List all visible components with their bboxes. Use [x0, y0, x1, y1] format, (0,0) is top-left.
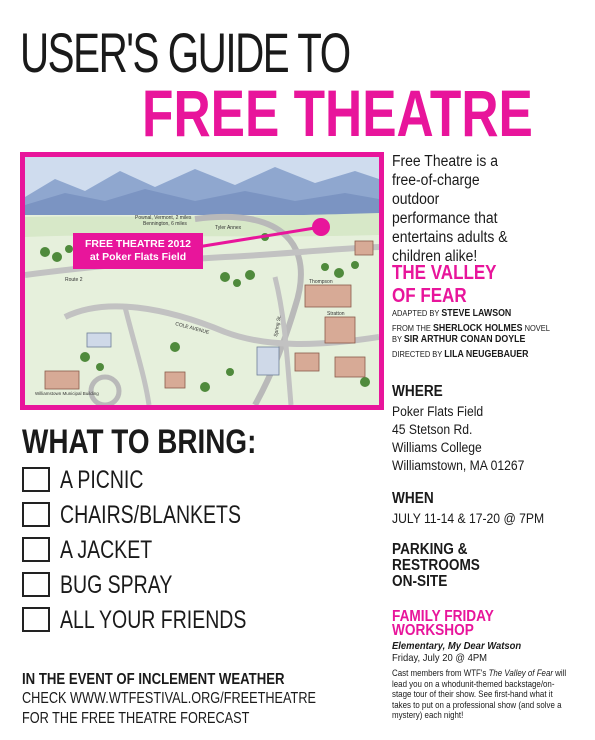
map-street-label: Williamstown Municipal Building [35, 391, 99, 396]
family-desc-text: Cast members from WTF's [392, 668, 489, 678]
map-street-label: Thompson [309, 279, 333, 285]
credit-label: DIRECTED BY [392, 349, 443, 359]
header-line-1: USER'S GUIDE TO [20, 21, 350, 84]
checklist-item [22, 462, 299, 497]
address-line: Williamstown, MA 01267 [392, 458, 525, 473]
play-credits [392, 308, 582, 364]
credit-label: BY [392, 334, 402, 344]
credit-director [392, 349, 559, 360]
checkbox[interactable] [22, 467, 50, 492]
map-street-label: Stratton [327, 311, 345, 317]
checklist-item [22, 602, 299, 637]
play-title [392, 262, 554, 308]
address-line: Poker Flats Field [392, 404, 484, 419]
credit-name: SHERLOCK HOLMES [433, 323, 523, 334]
checkbox[interactable] [22, 502, 50, 527]
family-date: Friday, July 20 @ 4PM [392, 652, 488, 664]
credit-source [392, 323, 559, 334]
credit-name: SIR ARTHUR CONAN DOYLE [403, 334, 526, 345]
family-section [392, 610, 582, 721]
credit-adapted [392, 308, 559, 319]
address-line: 45 Stetson Rd. [392, 422, 473, 437]
family-desc-title: The Valley of Fear [488, 668, 553, 678]
header-title: FREE THEATRE [142, 76, 533, 150]
family-heading-line-2: WORKSHOP [392, 622, 474, 639]
family-desc-text: will lead you on a whodunit-themed backstage/on-stage tour of their show. See first-hand what it takes to put on a professional show (and solve a mystery) each night! [392, 668, 567, 720]
checkbox[interactable] [22, 572, 50, 597]
family-heading-line-1: FAMILY FRIDAY [392, 608, 494, 625]
when-heading: WHEN [392, 490, 434, 507]
credit-label: FROM THE [392, 323, 431, 333]
parking-line-2: RESTROOMS [392, 557, 480, 574]
weather-forecast-line: FOR THE FREE THEATRE FORECAST [22, 710, 250, 727]
checklist-label: ALL YOUR FRIENDS [60, 605, 247, 634]
checkbox[interactable] [22, 537, 50, 562]
credit-name: STEVE LAWSON [441, 308, 512, 319]
play-title-line-2: OF FEAR [392, 285, 467, 307]
parking-line-1: PARKING & [392, 541, 468, 558]
weather-link-line[interactable]: CHECK WWW.WTFESTIVAL.ORG/FREETHEATRE [22, 690, 316, 707]
checklist-label: A JACKET [60, 535, 153, 564]
family-description [392, 668, 572, 721]
credit-label: NOVEL [524, 323, 550, 333]
credit-label: ADAPTED BY [392, 308, 440, 318]
map-street-label: Spring St. [273, 314, 283, 338]
map-street-label: Bennington, 6 miles [143, 221, 187, 227]
weather-heading: IN THE EVENT OF INCLEMENT WEATHER [22, 671, 285, 688]
map-illustration [25, 157, 379, 405]
credit-author [392, 334, 559, 345]
map-location-label [73, 233, 203, 269]
family-show [392, 640, 563, 652]
weather-notice [22, 670, 381, 729]
bring-heading: WHAT TO BRING: [22, 423, 257, 461]
map-street-label: Tyler Annex [215, 225, 242, 231]
where-address [392, 403, 563, 475]
where-section [392, 384, 582, 475]
map-street-label: Pownal, Vermont, 2 miles [135, 215, 192, 221]
checklist-label: A PICNIC [60, 465, 144, 494]
where-heading: WHERE [392, 383, 443, 400]
bring-checklist [22, 462, 299, 637]
map-label-line-2: at Poker Flats Field [89, 251, 187, 263]
parking-section [392, 542, 582, 590]
intro-text: Free Theatre is a free-of-charge outdoor performance that entertains adults & children alike! [392, 153, 508, 265]
checklist-label: BUG SPRAY [60, 570, 173, 599]
checklist-label: CHAIRS/BLANKETS [60, 500, 241, 529]
map-street-label: Route 2 [65, 277, 83, 283]
parking-line-3: ON-SITE [392, 573, 448, 590]
checklist-item [22, 532, 299, 567]
campus-map [20, 152, 384, 410]
play-title-line-1: THE VALLEY [392, 262, 497, 284]
family-show-title: Elementary, My Dear Watson [392, 640, 522, 652]
checklist-item [22, 497, 299, 532]
checkbox[interactable] [22, 607, 50, 632]
address-line: Williams College [392, 440, 482, 455]
when-section [392, 491, 582, 528]
credit-name: LILA NEUGEBAUER [444, 349, 529, 360]
checklist-item [22, 567, 299, 602]
when-dates: JULY 11-14 & 17-20 @ 7PM [392, 511, 545, 526]
map-label-line-1: FREE THEATRE 2012 [85, 238, 191, 250]
map-street-label: COLE AVENUE [174, 321, 210, 336]
